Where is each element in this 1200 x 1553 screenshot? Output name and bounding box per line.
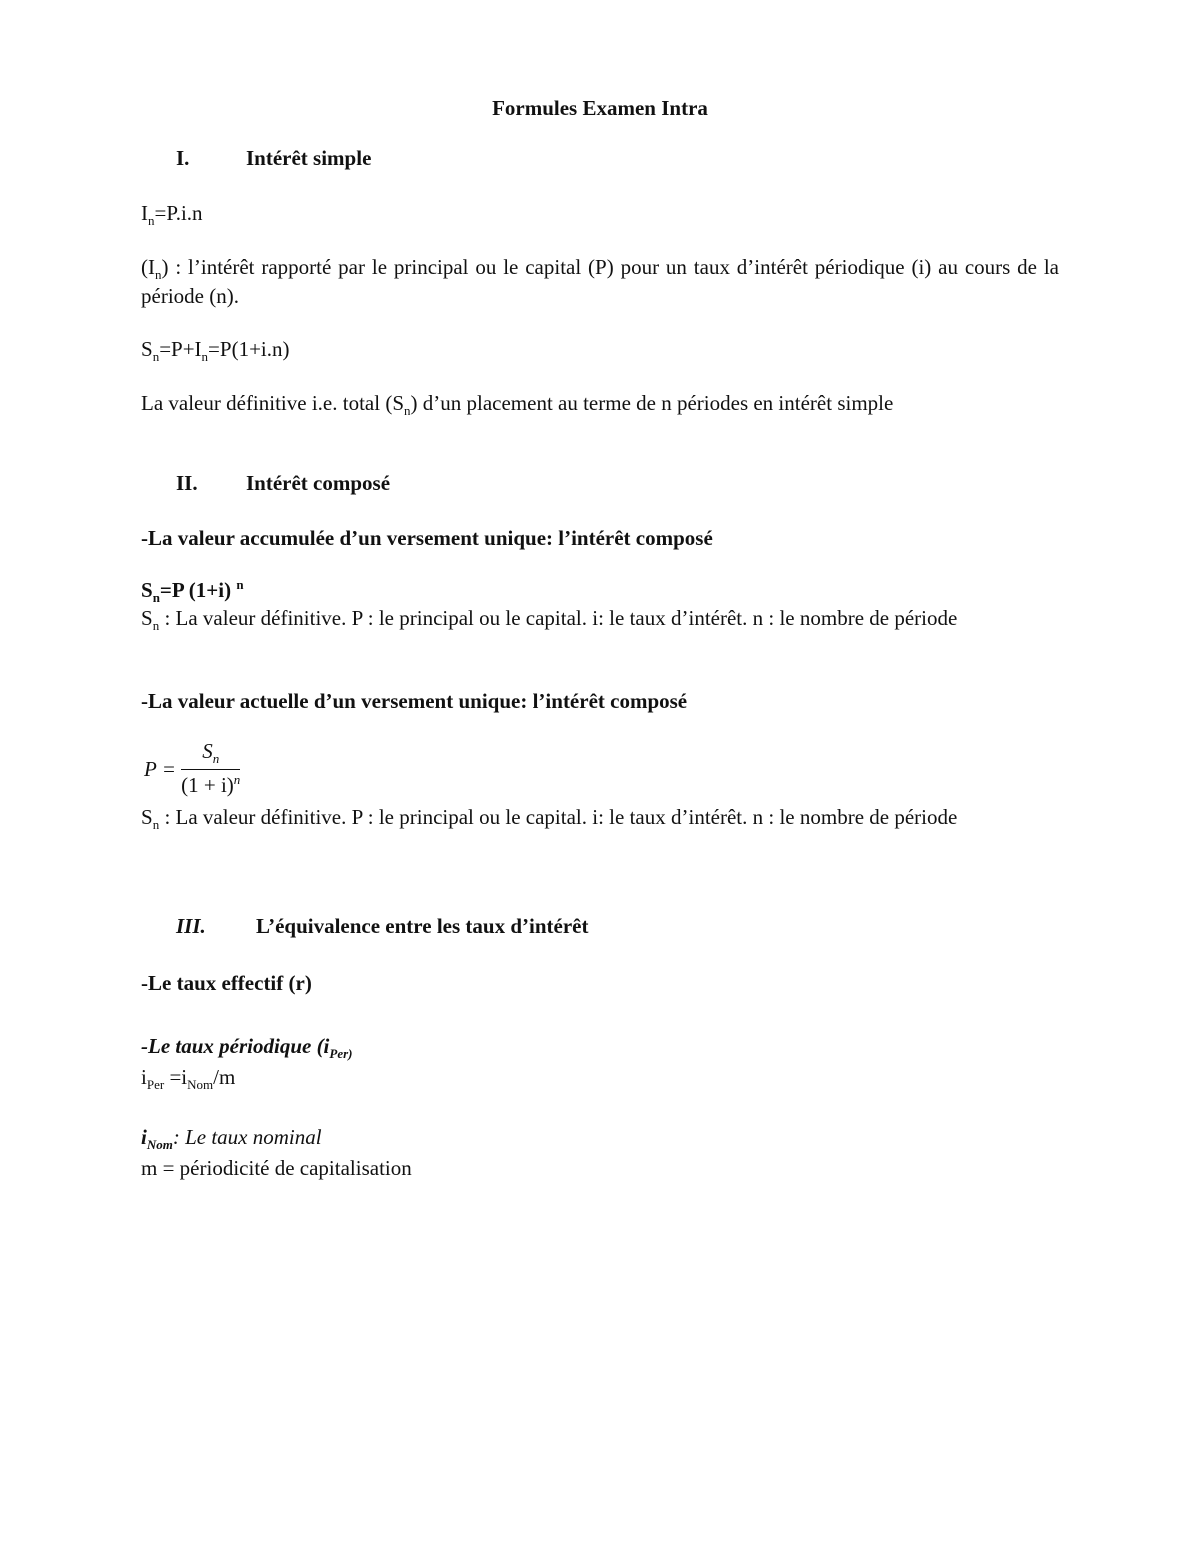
desc-rest: ) : l’intérêt rapporté par le principal ou le capital (P) pour un taux d’intérêt périodique (i) au cours de la période (n).	[141, 255, 1059, 308]
legend-symbol: S	[141, 606, 153, 630]
present-value-heading: -La valeur actuelle d’un versement unique: l’intérêt composé	[141, 689, 688, 713]
legend-text: : La valeur définitive. P : le principal ou le capital. i: le taux d’intérêt. n : le nombre de période	[159, 606, 958, 630]
effective-rate-heading: -Le taux effectif (r)	[141, 971, 312, 995]
accumulated-value-heading: -La valeur accumulée d’un versement unique: l’intérêt composé	[141, 526, 713, 550]
formula-mid: =i	[164, 1065, 188, 1089]
formula-fraction	[181, 738, 240, 801]
formula-rhs: =P (1+i)	[159, 578, 237, 602]
legend-text: : La valeur définitive. P : le principal ou le capital. i: le taux d’intérêt. n : le nombre de période	[159, 805, 958, 829]
section-2-heading: Intérêt composé	[246, 471, 391, 495]
nominal-symbol: i	[141, 1125, 147, 1149]
fraction-numerator	[181, 738, 240, 770]
section-3-heading: L’équivalence entre les taux d’intérêt	[256, 914, 589, 938]
desc-subscript: n	[404, 403, 411, 418]
document-title: Formules Examen Intra	[492, 96, 708, 120]
formula-subscript: n	[152, 349, 160, 364]
denominator-exponent: n	[233, 772, 241, 787]
present-value-legend	[141, 804, 1059, 833]
periodic-subscript: Per)	[329, 1046, 353, 1061]
section-3-numeral: III.	[176, 914, 206, 938]
numerator-subscript: n	[212, 751, 220, 766]
formula-rhs: =P(1+i.n)	[208, 337, 290, 361]
section-2-numeral: II.	[176, 471, 198, 495]
numerator-symbol: S	[202, 739, 213, 763]
formula-rhs: /m	[213, 1065, 236, 1089]
formula-exponent: n	[236, 577, 244, 592]
nominal-subscript: Nom	[146, 1137, 173, 1152]
total-value-formula	[141, 336, 289, 365]
formula-lhs: P =	[144, 757, 176, 781]
formula-subscript: n	[148, 213, 155, 228]
formula-symbol: S	[141, 578, 153, 602]
section-1-heading: Intérêt simple	[246, 146, 372, 170]
simple-interest-formula	[141, 200, 203, 229]
present-value-formula	[144, 738, 240, 801]
desc-subscript: n	[155, 267, 162, 282]
fraction-denominator	[181, 770, 240, 801]
formula-mid: =P+I	[159, 337, 202, 361]
periodic-text: -Le taux périodique (i	[141, 1034, 330, 1058]
legend-subscript: n	[152, 618, 160, 633]
formula-symbol: I	[141, 201, 148, 225]
formula-subscript: Nom	[187, 1077, 214, 1092]
total-value-description	[141, 390, 893, 419]
desc-before: La valeur définitive i.e. total (S	[141, 391, 404, 415]
compounding-frequency-definition: m = périodicité de capitalisation	[141, 1156, 412, 1180]
formula-subscript: n	[152, 590, 160, 605]
simple-interest-description	[141, 254, 1059, 310]
compound-legend	[141, 605, 1059, 634]
formula-subscript: n	[201, 349, 209, 364]
formula-subscript: Per	[146, 1077, 165, 1092]
formula-symbol: S	[141, 337, 153, 361]
periodic-rate-formula	[141, 1064, 235, 1093]
formula-symbol: i	[141, 1065, 147, 1089]
section-1-numeral: I.	[176, 146, 190, 170]
legend-subscript: n	[152, 817, 160, 832]
desc-after: ) d’un placement au terme de n périodes en intérêt simple	[410, 391, 894, 415]
legend-symbol: S	[141, 805, 153, 829]
nominal-text: : Le taux nominal	[172, 1125, 322, 1149]
denominator-base: (1 + i)	[181, 773, 234, 797]
desc-open: (I	[141, 255, 155, 279]
nominal-rate-definition	[141, 1124, 322, 1153]
formula-rhs: =P.i.n	[154, 201, 203, 225]
compound-interest-formula	[141, 578, 244, 603]
periodic-rate-heading	[141, 1034, 353, 1059]
